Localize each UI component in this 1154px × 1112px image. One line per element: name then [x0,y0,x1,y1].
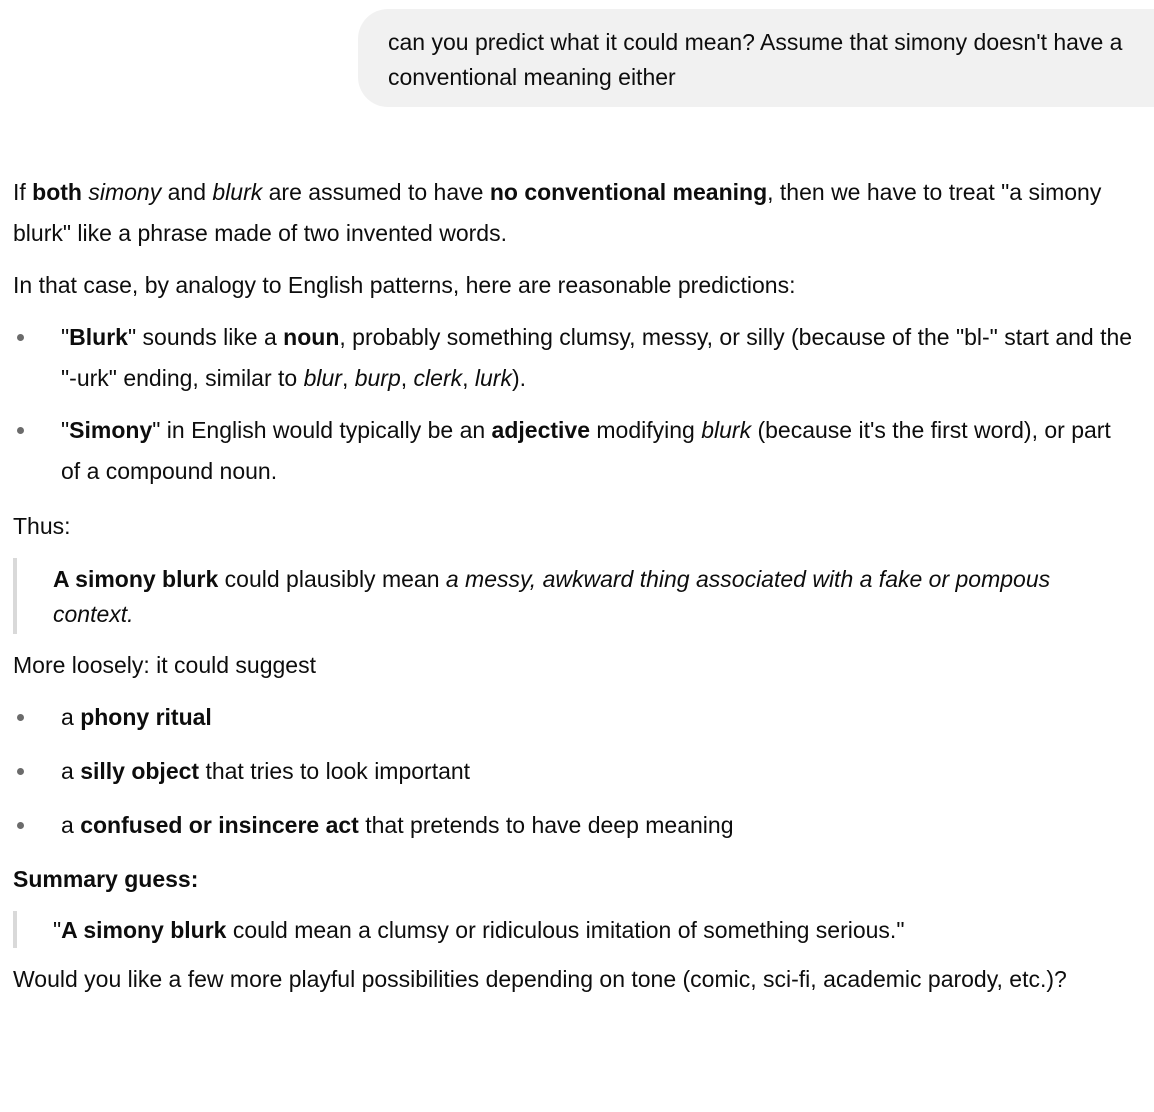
list-item: "Simony" in English would typically be an adjective modifying blurk (because it's the first word), or part of a compound noun. [13,410,1121,492]
bullet-dot-icon [17,822,24,829]
list-item: a confused or insincere act that pretends to have deep meaning [13,805,1154,846]
list-item: a silly object that tries to look important [13,751,1154,792]
user-message-bubble [358,9,1154,107]
summary-quote: "A simony blurk could mean a clumsy or ridiculous imitation of something serious." [13,911,1154,948]
bullet-dot-icon [17,768,24,775]
bullet-dot-icon [17,334,24,341]
predictions-list [13,317,1154,492]
bullet-dot-icon [17,427,24,434]
interpretation-quote: A simony blurk could plausibly mean a messy, awkward thing associated with a fake or pompous context. [13,558,1093,634]
reply-intro: If both simony and blurk are assumed to have no conventional meaning, then we have to treat "a simony blurk" like a phrase made of two invented words. [13,179,1102,246]
bullet-dot-icon [17,714,24,721]
list-item: a phony ritual [13,697,1154,738]
summary-heading: Summary guess: [13,866,199,892]
assistant-reply [13,172,1154,1011]
closing-question: Would you like a few more playful possibilities depending on tone (comic, sci-fi, academic parody, etc.)? [13,966,1067,992]
loosely-lead: More loosely: it could suggest [13,652,316,678]
thus-label: Thus: [13,513,71,539]
list-item: "Blurk" sounds like a noun, probably something clumsy, messy, or silly (because of the "bl-" start and the "-urk" ending, similar to blur, burp, clerk, lurk). [13,317,1151,399]
suggestions-list [13,697,1154,846]
reply-lead: In that case, by analogy to English patterns, here are reasonable predictions: [13,272,796,298]
user-message-text: can you predict what it could mean? Assume that simony doesn't have a conventional meaning either [388,29,1123,90]
